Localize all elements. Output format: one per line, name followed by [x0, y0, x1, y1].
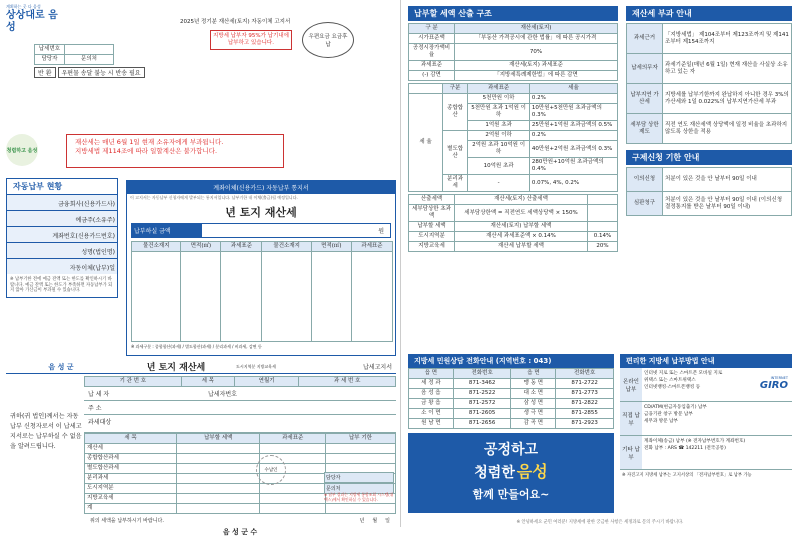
info-val: 과세기준일(매년 6월 1일) 현재 재산을 사실상 소유하고 있는 자: [663, 54, 792, 84]
auto-pay-label: 계좌번호(신용카드번호): [7, 227, 117, 242]
items-head-cell: 납부 기한: [326, 434, 396, 444]
payer-row: [84, 387, 396, 401]
calc-row: [409, 61, 618, 71]
info-panel: [626, 6, 792, 216]
contact-cell: 871-2855: [556, 409, 614, 419]
calc-title: 납부할 세액 산출 구조: [408, 6, 618, 21]
items-row: [85, 444, 396, 454]
slogan-word: 함께 만들어요~: [472, 488, 550, 501]
return-row: [34, 67, 145, 78]
receipt-footnote: ※ 과세구분 : 종합합산(과세) / 별도합산(과세) / 분리과세 / 비과세, 감면 등: [131, 344, 262, 349]
calc-after-rate: [588, 222, 618, 232]
receipt-col-head: 물건소재지: [132, 242, 181, 252]
contact-panel: [408, 354, 614, 513]
rate-base: 5천만원 이하: [468, 94, 530, 104]
info-row: [627, 84, 792, 114]
items-label: 지방교육세: [85, 494, 177, 504]
rate-base: -: [468, 175, 530, 192]
slogan-badge: 청렴하고 음성: [6, 134, 38, 166]
notice-row1-cell: 기 관 번 호: [85, 377, 182, 387]
info-val: 직전 연도 재산세액 상당액에 일정 비율을 초과하지 않도록 상한을 적용: [663, 114, 792, 144]
contact-head-cell: 읍 면: [511, 369, 556, 379]
contact-row: [409, 409, 614, 419]
rate-value: 0.07%, 4%, 0.2%: [529, 175, 617, 192]
items-cell: [177, 454, 260, 464]
items-label: 분리과세: [85, 474, 177, 484]
notice-row1-cell: 연월기: [234, 377, 298, 387]
info-row: [627, 24, 792, 54]
contact-box: [324, 472, 394, 494]
receipt-table: [131, 241, 393, 342]
return-label: 반 환: [34, 67, 56, 78]
calc-row: [409, 44, 618, 61]
rate-value: 0.2%: [529, 131, 617, 141]
notice-left-note: 귀하(귀 법인)께서는 자동납부 신청자로서 이 납세고지서로는 납부하실 수 없음을 알려드립니다.: [10, 413, 82, 450]
contact-cell: 871-2605: [453, 409, 511, 419]
taxno-label: 납세자번호: [208, 391, 237, 398]
calc-after-rate: [588, 205, 618, 222]
sender-fields: [34, 44, 114, 65]
pay-panel: [620, 354, 792, 480]
info-key: 과세근거: [627, 24, 663, 54]
pay-item: 인터넷뱅킹·스마트폰뱅킹 등: [644, 385, 701, 390]
auto-pay-label: 금융회사(신용카드사): [7, 195, 117, 210]
notice-subtitle: 도시지역분 지방교육세: [236, 363, 276, 369]
items-cell: [326, 444, 396, 454]
info-key: 세부담 상한제도: [627, 114, 663, 144]
logo-subtitle: 계획하는 곳 다 음성: [6, 4, 41, 9]
pay-key: 온라인 납부: [620, 368, 642, 401]
calc-after-val: 재산세(토지) 산출세액: [455, 195, 588, 205]
notice-row1-cell: 과 세 번 호: [299, 377, 396, 387]
remedy-key: 심판청구: [627, 192, 663, 216]
items-cell: [326, 454, 396, 464]
contact-title: 지방세 민원상담 전화안내 (지역번호 : 043): [408, 354, 614, 368]
calc-key: (-) 감면: [409, 71, 455, 81]
contact-cell: 대 소 면: [511, 389, 556, 399]
calc-after-val: 재산세 과세표준액 × 0.14%: [455, 232, 588, 242]
items-cell: [177, 494, 260, 504]
pay-item: 세무과 방문 납부: [644, 419, 678, 424]
calc-head-cell: 구 분: [409, 24, 455, 34]
items-head: [85, 434, 396, 444]
slogan-word: 공정하고: [483, 442, 539, 458]
pay-item: 위택스 또는 스마트위택스: [644, 378, 696, 383]
rate-head-cell: 과세표준: [468, 84, 530, 94]
rate-head-cell: [409, 84, 443, 94]
notice-footer: [84, 514, 396, 527]
info-row: [627, 114, 792, 144]
contact-cell: 원 남 면: [409, 419, 454, 429]
amount-unit: 원: [378, 228, 384, 235]
items-row: [85, 504, 396, 514]
rate-base: 1억원 초과: [468, 121, 530, 131]
contact-head-cell: 전화번호: [556, 369, 614, 379]
contact-head-cell: 전화번호: [453, 369, 511, 379]
contact-cell: 871-3462: [453, 379, 511, 389]
date-month: 월: [372, 518, 378, 524]
notice-row1: [85, 377, 396, 387]
contact-cell: 871-2522: [453, 389, 511, 399]
contact-cell: 소 이 면: [409, 409, 454, 419]
remedy-title: 구제신청 기한 안내: [626, 150, 792, 165]
items-label: 종합합산과세: [85, 454, 177, 464]
return-text: 우편물 송달 불능 시 반송 필요: [58, 67, 145, 78]
calc-after-rate: 0.14%: [588, 232, 618, 242]
info-row: [627, 54, 792, 84]
rate-group: 분리과세: [443, 175, 468, 192]
items-label: 재산세: [85, 444, 177, 454]
pay-row: [620, 402, 792, 436]
contact-cell: 음 성 읍: [409, 389, 454, 399]
notice-title: 년 토지 재산세: [146, 363, 206, 373]
contact-cell: 871-2722: [556, 379, 614, 389]
calc-after-row: [409, 205, 618, 222]
date-row: [359, 517, 390, 524]
notice-org: 음 성 군: [48, 362, 74, 371]
items-cell: [326, 504, 396, 514]
items-head-cell: 세 목: [85, 434, 177, 444]
items-cell: [260, 484, 326, 494]
notice-box: 지방세 납부자 95%가 납기내에 납부하고 있습니다.: [210, 30, 292, 50]
rate-value: 0.2%: [529, 94, 617, 104]
auto-pay-note: ※ 납부기한 전에 예금 잔액 또는 한도를 확인하시기 바랍니다. 예금 잔액 또는 한도가 부족하면 자동납부가 되지 않아 가산금이 부과될 수 있습니다.: [10, 277, 113, 293]
info-key: 납부지연 가산세: [627, 84, 663, 114]
receipt-col-head: 면적(㎡): [311, 242, 351, 252]
contact-cell: 871-2572: [453, 399, 511, 409]
calc-head: [409, 24, 618, 34]
info-val: 지방세를 납부기한까지 완납하지 아니한 경우 3%의 가산세와 1일 0.022%의 납부지연가산세 부과: [663, 84, 792, 114]
auto-pay-row: [7, 242, 117, 258]
rate-group: 종합합산: [443, 94, 468, 131]
auto-pay-label: 예금주(소유주): [7, 211, 117, 226]
calc-after-key: 지방교육세: [409, 242, 455, 252]
calc-row: [409, 34, 618, 44]
calc-after-row: [409, 195, 618, 205]
calc-val: 재산세(토지) 과세표준: [455, 61, 618, 71]
payer-label: 납 세 자: [88, 391, 110, 398]
bottom-strip: ※ 안녕하세요 군민 여러분! 지방세에 관한 궁금한 사항은 세정과로 문의 주시기 바랍니다.: [516, 520, 684, 525]
slogan-word: 음성: [516, 462, 548, 481]
field-label: 납세번호: [35, 45, 65, 55]
notice-bottom-note: 위의 세액을 납부하시기 바랍니다.: [90, 518, 164, 524]
receipt-col-head: 과세표준: [221, 242, 262, 252]
rate-value: 280만원+10억원 초과금액의 0.4%: [529, 158, 617, 175]
auto-pay-row: [7, 226, 117, 242]
date-day: 일: [385, 518, 390, 524]
notice-tag: 납세고지서: [363, 364, 392, 371]
pay-key: 기타 납부: [620, 436, 642, 469]
calc-after-val: 세부담상한액 = 직전연도 세액상당액 × 150%: [455, 205, 588, 222]
slogan-banner: [408, 433, 614, 513]
items-cell: [260, 444, 326, 454]
calc-val: 「부동산 가격공시에 관한 법률」에 따른 공시가격: [455, 34, 618, 44]
contact-cell: 871-2773: [556, 389, 614, 399]
items-cell: [177, 444, 260, 454]
auto-pay-row: [7, 194, 117, 210]
logo-text: 상상대로 음성: [6, 10, 58, 33]
rate-base: 5천만원 초과 1억원 이하: [468, 104, 530, 121]
calc-after-row: [409, 242, 618, 252]
info-key: 납세의무자: [627, 54, 663, 84]
pay-item: 금융기관 창구 방문 납부: [644, 412, 693, 417]
pay-row: [620, 436, 792, 470]
auto-pay-row: [7, 210, 117, 226]
pay-item: CD/ATM(현금자동입출기) 납부: [644, 405, 707, 410]
calc-key: 공정시장가액비율: [409, 44, 455, 61]
rate-group: 별도합산: [443, 131, 468, 175]
pay-vals: [642, 402, 792, 435]
auto-pay-panel: [6, 178, 118, 298]
receipt-col-head: 물건소재지: [262, 242, 311, 252]
rate-base: 10억원 초과: [468, 158, 530, 175]
pay-vals: [642, 436, 792, 469]
contact-row: [409, 399, 614, 409]
info-val: 「지방세법」 제104조부터 제123조까지 및 제141조부터 제154조까지: [663, 24, 792, 54]
remedy-val: 처분이 있은 것을 안 날부터 90일 이내: [663, 168, 792, 192]
contact-cell: 871-2656: [453, 419, 511, 429]
auto-pay-row: [7, 258, 117, 274]
receipt-banner: 계좌이체(신용카드) 자동납부 통지서: [127, 181, 395, 194]
notice-row1-cell: 세 목: [181, 377, 234, 387]
calc-panel: [408, 6, 618, 252]
pay-item: 인터넷 지로 또는 스마트폰 모바일 지로: [644, 371, 723, 376]
info-title: 재산세 부과 안내: [626, 6, 792, 21]
contact-row: [409, 419, 614, 429]
contact-label: 문의처: [324, 483, 394, 494]
contact-cell: 맹 동 면: [511, 379, 556, 389]
pay-bottom: ※ 자진고지 지방세 납부는 고지서상의 「전자납부번호」로 납부 가능: [622, 473, 752, 478]
rate-value: 25만원+1억원 초과금액의 0.5%: [529, 121, 617, 131]
calc-row: [409, 71, 618, 81]
giro-small: INTERNET: [770, 376, 788, 380]
receipt-col-head: 면적(㎡): [181, 242, 221, 252]
target-label: 과세대상: [84, 415, 396, 433]
contact-cell: 삼 성 면: [511, 399, 556, 409]
calc-key: 시가표준액: [409, 34, 455, 44]
calc-val: 70%: [455, 44, 618, 61]
pay-title: 편리한 지방세 납부방법 안내: [620, 354, 792, 368]
pay-key: 직접 납부: [620, 402, 642, 435]
field-label: 담당자: [35, 55, 65, 65]
receipt-col-head: 과세표준: [351, 242, 392, 252]
rate-head-cell: 세율: [529, 84, 617, 94]
calc-val: 「지방세특례제한법」에 따른 감면: [455, 71, 618, 81]
receipt-title: 년 토지 재산세: [225, 206, 297, 219]
calc-after-key: 세부담상한 초과액: [409, 205, 455, 222]
contact-row: [409, 379, 614, 389]
rate-base: 2억원 초과 10억원 이하: [468, 141, 530, 158]
remedy-row: [627, 168, 792, 192]
red-notice-line: 지방세법 제114조에 따라 일할계산은 불가합니다.: [75, 147, 218, 155]
giro-text: GIRO: [759, 380, 788, 391]
field-label: 문의처: [65, 55, 114, 65]
calc-after-rate: 20%: [588, 242, 618, 252]
notice-year: 2025년 정기분 재산세(토지) 자동이체 고지서: [180, 19, 291, 25]
tax-notice: [6, 360, 396, 536]
contact-row: [409, 389, 614, 399]
rate-base: 2억원 이하: [468, 131, 530, 141]
items-cell: [177, 504, 260, 514]
red-notice: [66, 134, 284, 168]
rate-value: 10만원+5천만원 초과금액의 0.3%: [529, 104, 617, 121]
rate-head: [409, 84, 618, 94]
contact-head: [409, 369, 614, 379]
contact-cell: 세 정 과: [409, 379, 454, 389]
items-cell: [177, 484, 260, 494]
pay-item: 전화 납부 : ARS ☎ 142211 (전국공통): [644, 446, 726, 451]
receipt-sub: 이 고지서는 자동납부 신청자에게 발부되는 통지서입니다. 납부기한 내 이체(출금)될 예정입니다.: [130, 195, 298, 200]
remedy-row: [627, 192, 792, 216]
pay-item: 계좌이체(송금) 납부 (※ 전자납부번호가 계좌번호): [644, 439, 746, 444]
calc-after-key: 산출세액: [409, 195, 455, 205]
stamp-note: ※ 납부 결과는 지방세 통합조회 시스템(위택스)에서 확인하실 수 있습니다.: [324, 492, 394, 502]
remedy-val: 처분이 있은 것을 안 날부터 90일 이내 (이의신청 결정통지를 받은 날부터 90일 이내): [663, 192, 792, 216]
contact-cell: 871-2923: [556, 419, 614, 429]
rate-head-cell: 구분: [443, 84, 468, 94]
contact-cell: 생 극 면: [511, 409, 556, 419]
calc-after-row: [409, 222, 618, 232]
rate-value: 40만원+2억원 초과금액의 0.3%: [529, 141, 617, 158]
items-label: 도시지역분: [85, 484, 177, 494]
calc-after-key: 납부할 세액: [409, 222, 455, 232]
stamp-circle: 수납인: [256, 455, 286, 485]
calc-after-val: 재산세 납부할 세액: [455, 242, 588, 252]
items-cell: [260, 504, 326, 514]
calc-head-cell: 재산세(토지): [455, 24, 618, 34]
addr-label: 주 소: [84, 401, 396, 415]
remedy-key: 이의신청: [627, 168, 663, 192]
items-head-cell: 납부할 세액: [177, 434, 260, 444]
contact-cell: 금 왕 읍: [409, 399, 454, 409]
items-label: 계: [85, 504, 177, 514]
items-cell: [177, 474, 260, 484]
items-cell: [177, 464, 260, 474]
calc-after-row: [409, 232, 618, 242]
giro-logo: [760, 376, 788, 391]
calc-after-key: 도시지역분: [409, 232, 455, 242]
postage-stamp: 우편요금 요금후납: [302, 22, 354, 58]
red-notice-line: 재산세는 매년 6월 1일 현재 소유자에게 부과됩니다.: [75, 138, 224, 146]
amount-label: 납부하실 금액: [132, 224, 202, 237]
slogan-word: 청렴한: [474, 465, 515, 481]
contact-cell: 감 곡 면: [511, 419, 556, 429]
auto-pay-title: 자동납부 현황: [7, 179, 117, 194]
auto-pay-label: 자동이체(납부)일: [7, 259, 117, 274]
items-label: 별도합산과세: [85, 464, 177, 474]
items-head-cell: 과세표준: [260, 434, 326, 444]
items-row: [85, 454, 396, 464]
logo: [6, 4, 66, 40]
notice-grid: [84, 376, 396, 537]
page-divider: [400, 0, 401, 527]
calc-key: 과세표준: [409, 61, 455, 71]
auto-pay-label: 성명(법인명): [7, 243, 117, 258]
chief-label: 음 성 군 수: [222, 528, 258, 536]
contact-label: 담당자: [324, 472, 394, 483]
contact-cell: 871-2822: [556, 399, 614, 409]
calc-after-val: 재산세(토지) 납부할 세액: [455, 222, 588, 232]
calc-after-rate: [588, 195, 618, 205]
notice-header: [6, 360, 396, 374]
auto-pay-receipt: [126, 180, 396, 356]
rate-row: [409, 94, 618, 104]
items-cell: [260, 494, 326, 504]
amount-row: [131, 223, 391, 238]
contact-head-cell: 읍 면: [409, 369, 454, 379]
date-year: 년: [359, 518, 365, 524]
rate-section: 세 율: [409, 94, 443, 192]
